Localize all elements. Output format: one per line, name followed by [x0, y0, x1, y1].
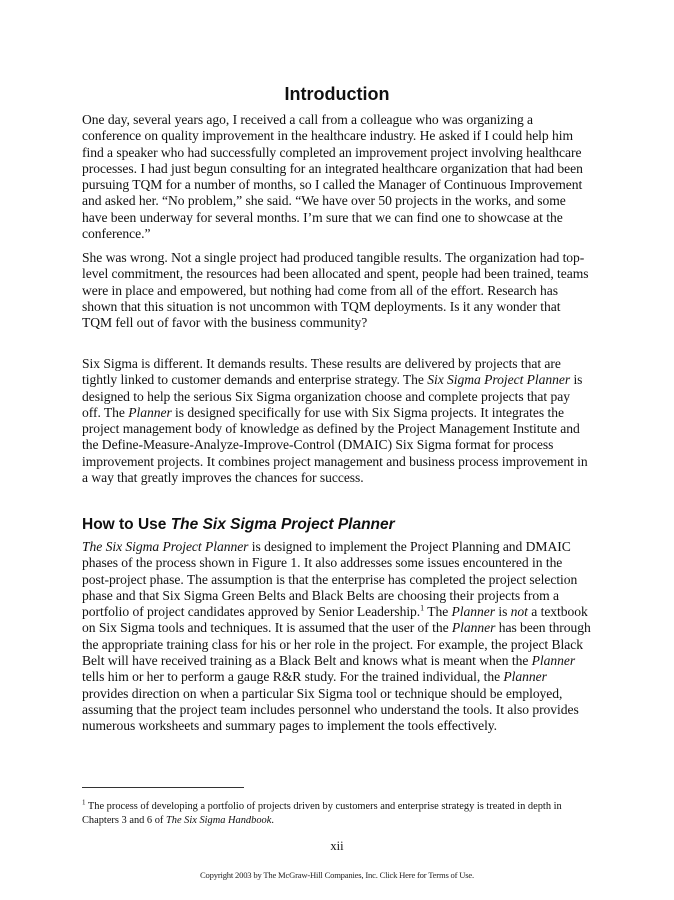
text-run: is — [495, 604, 511, 620]
text-run: has been through the appropriate training class for his or her role in the project. For example, the project Black Belt will have received training as a Black Belt and knows what is meant when the — [82, 620, 591, 669]
text-run: is designed to help the serious Six Sigma organization choose and complete projects that pay off. The — [82, 372, 583, 420]
paragraph-tqm-failure: She was wrong. Not a single project had produced tangible results. The organization had top-level commitment, the resources had been allocated and spent, people had been trained, teams were in place and empowered, but nothing had come from all of the effort. Research has shown that this situation is not uncommon with TQM deployments. Is it any wonder that TQM fell out of favor with the business community? — [82, 250, 589, 331]
italic-title-run: Six Sigma Project Planner — [427, 372, 571, 388]
italic-planner-run: Planner — [503, 669, 547, 685]
italic-planner-run: Planner — [451, 620, 496, 636]
footnote-end: . — [271, 815, 274, 826]
page-title: Introduction — [284, 84, 390, 104]
footnote-reference: 1 — [420, 603, 425, 613]
italic-planner-run: Planner — [451, 604, 495, 620]
footnote-marker: 1 — [82, 798, 86, 807]
italic-planner-run: Planner — [128, 404, 172, 420]
paragraph-intro-story: One day, several years ago, I received a call from a colleague who was organizing a conference on quality improvement in the healthcare industry. He asked if I could help him find a speaker who had successfully completed an improvement project involving healthcare processes. I had just begun consulting for an integrated healthcare organization that had been pursuing TQM for a number of months, so I called the Manager of Continuous Improvement and asked her. “No problem,” she said. “We have over 50 projects in the works, and some have been underway for several months. I’m sure that we can find one to showcase at the conference.” — [82, 112, 583, 242]
page-number: xii — [330, 839, 344, 853]
italic-emphasis-run: not — [510, 604, 528, 620]
footnote-divider — [82, 787, 244, 788]
italic-planner-run: Planner — [531, 653, 576, 669]
text-run: Six Sigma is different. It demands results. These results are delivered by projects that are tightly linked to customer demands and enterprise strategy. The — [82, 356, 561, 388]
text-run: provides direction on when a particular Six Sigma tool or technique should be employed, assuming that the project team includes personnel who understand the tools. It also provides numerous worksheets and summary pages to implement the tools effectively. — [82, 685, 579, 734]
text-run: The — [424, 604, 452, 620]
text-run: is designed to implement the Project Planning and DMAIC phases of the process shown in Figure 1. It also addresses some issues encountered in the post-project phase. The assumption is that the enterprise has completed the project selection phase and that Six Sigma Green Belts and Black Belts are choosing their projects from a portfolio of project candidates approved by Senior Leadership. — [82, 539, 578, 620]
section-heading-how-to-use — [82, 516, 395, 534]
heading-prefix: How to Use — [82, 516, 171, 533]
copyright-link[interactable]: Copyright 2003 by The McGraw-Hill Companies, Inc. Click Here for Terms of Use. — [200, 870, 474, 880]
italic-title-run: The Six Sigma Project Planner — [82, 539, 249, 554]
footnote-text: The process of developing a portfolio of projects driven by customers and enterprise strategy is treated in depth in Chapters 3 and 6 of — [82, 801, 562, 826]
text-run: tells him or her to perform a gauge R&R study. For the trained individual, the — [82, 669, 504, 685]
paragraph-how-to-use — [82, 539, 592, 735]
footnote-italic-title: The Six Sigma Handbook — [165, 815, 272, 826]
heading-italic-title: The Six Sigma Project Planner — [170, 516, 395, 533]
footnote — [82, 800, 582, 828]
paragraph-six-sigma-different — [82, 356, 592, 486]
text-run: is designed specifically for use with Six Sigma projects. It integrates the project management body of knowledge as defined by the Project Management Institute and the Define-Measure-Analyze-Improve-Control (DMAIC) Six Sigma format for process improvement projects. It combines project management and business process improvement in a way that greatly improves the chances for success. — [82, 404, 588, 486]
text-run: a textbook on Six Sigma tools and techniques. It is assumed that the user of the — [82, 604, 588, 636]
